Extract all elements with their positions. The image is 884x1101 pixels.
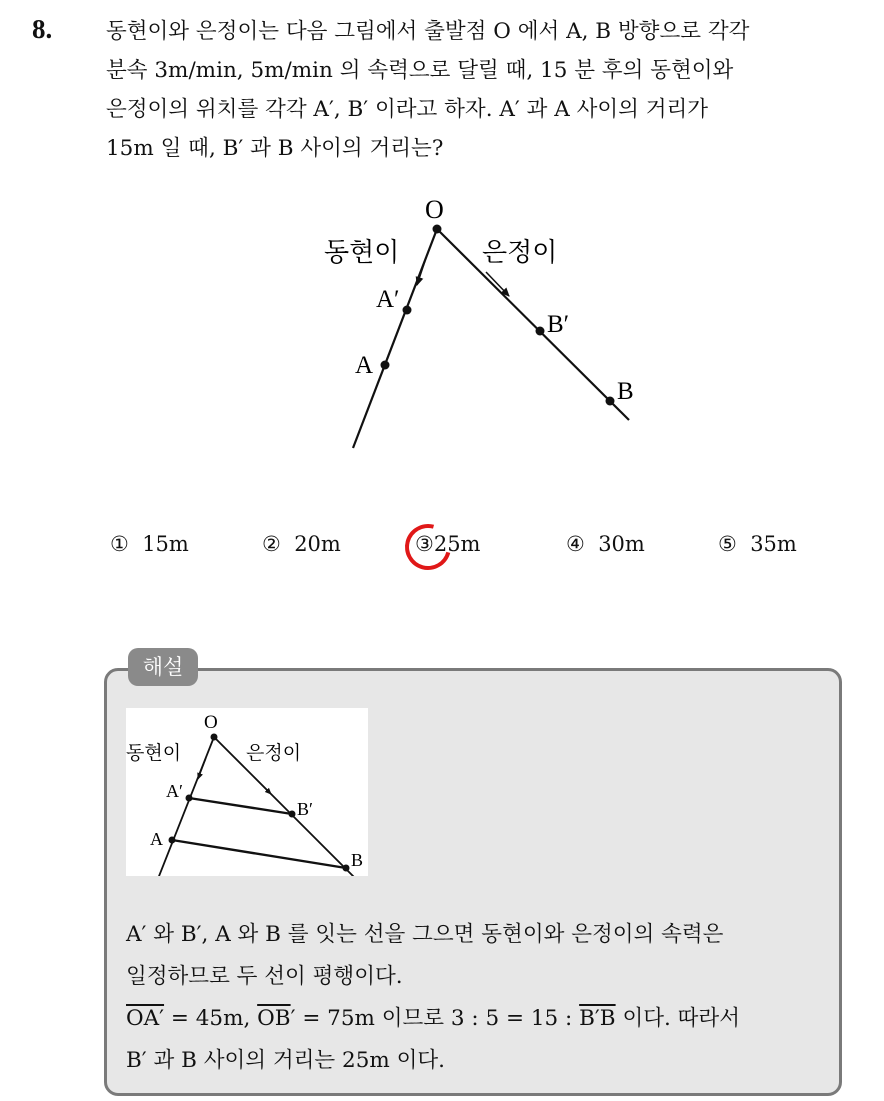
answer-choices	[110, 532, 830, 568]
point-a	[381, 361, 390, 370]
label-left-runner: 동현이	[324, 238, 400, 268]
label-b-prime: B′	[297, 799, 313, 819]
label-right-runner: 은정이	[482, 238, 558, 268]
label-b: B	[617, 378, 634, 405]
segment-b-prime-b: B′B	[579, 1006, 616, 1031]
label-a-prime: A′	[376, 286, 400, 313]
direction-arrow	[486, 272, 509, 296]
choice-4[interactable]: ④ 30m	[566, 532, 645, 556]
label-b-prime: B′	[547, 311, 570, 338]
point-b-prime	[289, 811, 296, 818]
point-b	[606, 397, 615, 406]
label-o: O	[204, 712, 218, 733]
choice-2[interactable]: ② 20m	[262, 532, 341, 556]
solution-line: A′ 와 B′, A 와 B 를 잇는 선을 그으면 동현이와 은정이의 속력은	[126, 922, 724, 947]
label-a: A	[355, 352, 374, 379]
solution-text	[126, 914, 826, 1082]
choice-5[interactable]: ⑤ 35m	[718, 532, 797, 556]
label-a-prime: A′	[166, 781, 183, 801]
label-left-runner: 동현이	[126, 742, 182, 764]
solution-line: B′ 과 B 사이의 거리는 25m 이다.	[126, 1048, 445, 1073]
question-number: 8.	[32, 14, 53, 44]
point-a	[169, 837, 176, 844]
solution-line: 일정하므로 두 선이 평행이다.	[126, 964, 403, 989]
answer-circle-mark	[397, 516, 460, 579]
question-line: 15m 일 때, B′ 과 B 사이의 거리는?	[106, 136, 444, 161]
direction-arrow	[198, 758, 206, 779]
point-a-prime	[403, 306, 412, 315]
question-text	[106, 12, 866, 168]
segment-oa-prime: OA′	[126, 1006, 165, 1031]
direction-arrow	[254, 777, 271, 794]
label-a: A	[150, 829, 163, 849]
label-right-runner: 은정이	[246, 742, 302, 764]
point-a-prime	[186, 795, 193, 802]
route-diagram	[300, 190, 660, 460]
solution-tag: 해설	[128, 648, 198, 686]
solution-diagram	[126, 708, 368, 876]
parallel-line-a-b	[172, 840, 346, 868]
solution-line: OA′ = 45m, $\overline{OB}' = 75m$ 이므로 3 : 5 = 15 : B′B 이다. 따라서	[126, 1006, 740, 1031]
label-b: B	[351, 850, 364, 870]
question-line: 분속 3m/min, 5m/min 의 속력으로 달릴 때, 15 분 후의 동현이와	[106, 58, 734, 83]
question-line: 은정이의 위치를 각각 A′, B′ 이라고 하자. A′ 과 A 사이의 거리가	[106, 97, 709, 122]
direction-arrow	[417, 258, 426, 285]
segment-ob: $\overline{OB}$	[257, 1006, 291, 1031]
choice-1[interactable]: ① 15m	[110, 532, 189, 556]
point-b-prime	[536, 327, 545, 336]
point-o	[211, 734, 218, 741]
question-line: 동현이와 은정이는 다음 그림에서 출발점 O 에서 A, B 방향으로 각각	[106, 19, 750, 44]
label-o: O	[425, 195, 444, 224]
point-b	[343, 865, 350, 872]
point-o	[433, 225, 442, 234]
choice-3[interactable]: ③25m	[415, 532, 480, 556]
